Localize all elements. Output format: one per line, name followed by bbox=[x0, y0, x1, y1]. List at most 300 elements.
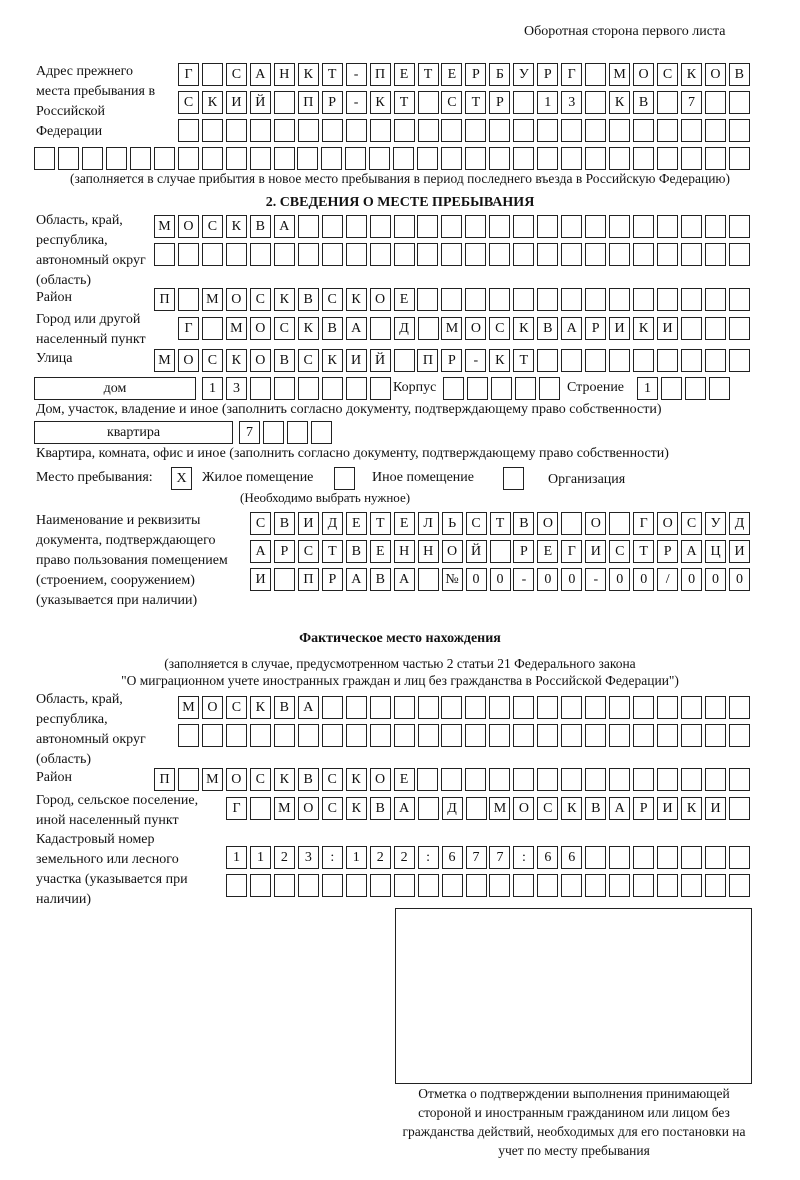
char-cell[interactable] bbox=[465, 288, 486, 311]
char-cell[interactable] bbox=[322, 215, 343, 238]
char-cell[interactable] bbox=[705, 288, 726, 311]
char-cell[interactable]: П bbox=[154, 768, 175, 791]
char-cell[interactable] bbox=[226, 243, 247, 266]
char-cell[interactable]: С bbox=[489, 317, 510, 340]
char-cell[interactable]: 1 bbox=[346, 846, 367, 869]
char-cell[interactable]: И bbox=[657, 317, 678, 340]
char-cell[interactable] bbox=[226, 874, 247, 897]
char-cell[interactable]: К bbox=[226, 349, 247, 372]
char-cell[interactable]: С bbox=[178, 91, 199, 114]
char-cell[interactable] bbox=[537, 696, 558, 719]
char-cell[interactable] bbox=[709, 377, 730, 400]
char-cell[interactable] bbox=[537, 288, 558, 311]
char-cell[interactable]: И bbox=[729, 540, 750, 563]
char-cell[interactable]: П bbox=[298, 91, 319, 114]
char-cell[interactable] bbox=[513, 724, 534, 747]
char-cell[interactable]: / bbox=[657, 568, 678, 591]
char-cell[interactable] bbox=[489, 768, 510, 791]
char-cell[interactable]: М bbox=[154, 215, 175, 238]
char-cell[interactable]: Л bbox=[418, 512, 439, 535]
char-cell[interactable] bbox=[418, 874, 439, 897]
char-cell[interactable]: К bbox=[274, 768, 295, 791]
char-cell[interactable] bbox=[465, 696, 486, 719]
char-cell[interactable]: Г bbox=[561, 63, 582, 86]
char-cell[interactable]: В bbox=[274, 349, 295, 372]
char-cell[interactable] bbox=[441, 119, 462, 142]
char-cell[interactable] bbox=[657, 724, 678, 747]
char-cell[interactable]: О bbox=[370, 288, 391, 311]
char-cell[interactable]: 7 bbox=[239, 421, 260, 444]
char-cell[interactable] bbox=[537, 349, 558, 372]
char-cell[interactable]: О bbox=[250, 349, 271, 372]
char-cell[interactable]: В bbox=[250, 215, 271, 238]
char-cell[interactable] bbox=[370, 119, 391, 142]
char-cell[interactable] bbox=[490, 540, 511, 563]
char-cell[interactable]: Е bbox=[537, 540, 558, 563]
char-cell[interactable]: К bbox=[489, 349, 510, 372]
char-cell[interactable]: В bbox=[633, 91, 654, 114]
char-cell[interactable] bbox=[466, 797, 487, 820]
char-cell[interactable] bbox=[729, 243, 750, 266]
char-cell[interactable]: А bbox=[250, 63, 271, 86]
char-cell[interactable] bbox=[585, 768, 606, 791]
char-cell[interactable] bbox=[609, 724, 630, 747]
char-cell[interactable] bbox=[394, 215, 415, 238]
char-cell[interactable] bbox=[489, 119, 510, 142]
char-cell[interactable] bbox=[681, 147, 702, 170]
char-cell[interactable] bbox=[681, 317, 702, 340]
char-cell[interactable]: Е bbox=[394, 512, 415, 535]
char-cell[interactable] bbox=[585, 243, 606, 266]
char-cell[interactable]: О bbox=[298, 797, 319, 820]
char-cell[interactable]: Р bbox=[274, 540, 295, 563]
char-cell[interactable] bbox=[585, 846, 606, 869]
char-cell[interactable] bbox=[418, 317, 439, 340]
char-cell[interactable] bbox=[346, 119, 367, 142]
char-cell[interactable] bbox=[609, 215, 630, 238]
char-cell[interactable]: С bbox=[537, 797, 558, 820]
char-cell[interactable] bbox=[298, 724, 319, 747]
char-cell[interactable]: Д bbox=[442, 797, 463, 820]
char-cell[interactable]: Е bbox=[394, 768, 415, 791]
char-cell[interactable] bbox=[515, 377, 536, 400]
char-cell[interactable]: Г bbox=[226, 797, 247, 820]
char-cell[interactable]: Й bbox=[466, 540, 487, 563]
char-cell[interactable] bbox=[609, 768, 630, 791]
char-cell[interactable] bbox=[274, 724, 295, 747]
char-cell[interactable]: 6 bbox=[561, 846, 582, 869]
char-cell[interactable] bbox=[705, 243, 726, 266]
char-cell[interactable] bbox=[513, 91, 534, 114]
char-cell[interactable] bbox=[417, 243, 438, 266]
char-cell[interactable] bbox=[729, 91, 750, 114]
char-cell[interactable] bbox=[106, 147, 127, 170]
char-cell[interactable] bbox=[537, 768, 558, 791]
char-cell[interactable] bbox=[370, 724, 391, 747]
char-cell[interactable] bbox=[274, 91, 295, 114]
char-cell[interactable] bbox=[729, 874, 750, 897]
char-cell[interactable]: К bbox=[322, 349, 343, 372]
char-cell[interactable]: Р bbox=[489, 91, 510, 114]
checkbox-residential[interactable]: X bbox=[171, 467, 192, 490]
char-cell[interactable]: - bbox=[465, 349, 486, 372]
char-cell[interactable]: Г bbox=[561, 540, 582, 563]
char-cell[interactable] bbox=[489, 147, 510, 170]
char-cell[interactable] bbox=[418, 797, 439, 820]
char-cell[interactable]: О bbox=[465, 317, 486, 340]
char-cell[interactable]: 3 bbox=[561, 91, 582, 114]
char-cell[interactable] bbox=[346, 696, 367, 719]
char-cell[interactable] bbox=[681, 119, 702, 142]
char-cell[interactable] bbox=[250, 797, 271, 820]
char-cell[interactable] bbox=[274, 243, 295, 266]
char-cell[interactable]: С bbox=[226, 63, 247, 86]
char-cell[interactable]: Й bbox=[370, 349, 391, 372]
char-cell[interactable]: Д bbox=[729, 512, 750, 535]
char-cell[interactable]: М bbox=[489, 797, 510, 820]
char-cell[interactable] bbox=[513, 288, 534, 311]
char-cell[interactable] bbox=[633, 696, 654, 719]
char-cell[interactable] bbox=[681, 288, 702, 311]
char-cell[interactable] bbox=[585, 696, 606, 719]
char-cell[interactable]: К bbox=[681, 63, 702, 86]
char-cell[interactable]: С bbox=[441, 91, 462, 114]
char-cell[interactable]: К bbox=[274, 288, 295, 311]
char-cell[interactable] bbox=[178, 147, 199, 170]
char-cell[interactable] bbox=[441, 288, 462, 311]
char-cell[interactable] bbox=[729, 768, 750, 791]
char-cell[interactable] bbox=[202, 317, 223, 340]
char-cell[interactable] bbox=[274, 568, 295, 591]
char-cell[interactable] bbox=[322, 377, 343, 400]
char-cell[interactable]: А bbox=[274, 215, 295, 238]
char-cell[interactable]: № bbox=[442, 568, 463, 591]
char-cell[interactable]: Р bbox=[322, 91, 343, 114]
char-cell[interactable] bbox=[82, 147, 103, 170]
char-cell[interactable]: О bbox=[537, 512, 558, 535]
char-cell[interactable]: О bbox=[442, 540, 463, 563]
char-cell[interactable] bbox=[705, 147, 726, 170]
char-cell[interactable]: С bbox=[322, 288, 343, 311]
char-cell[interactable]: У bbox=[513, 63, 534, 86]
char-cell[interactable]: С bbox=[298, 540, 319, 563]
char-cell[interactable] bbox=[705, 317, 726, 340]
char-cell[interactable] bbox=[585, 349, 606, 372]
char-cell[interactable] bbox=[729, 724, 750, 747]
char-cell[interactable] bbox=[441, 147, 462, 170]
char-cell[interactable] bbox=[657, 91, 678, 114]
char-cell[interactable] bbox=[322, 874, 343, 897]
char-cell[interactable]: А bbox=[561, 317, 582, 340]
char-cell[interactable] bbox=[561, 696, 582, 719]
char-cell[interactable]: В bbox=[370, 797, 391, 820]
char-cell[interactable]: 0 bbox=[633, 568, 654, 591]
char-cell[interactable] bbox=[298, 215, 319, 238]
char-cell[interactable]: 6 bbox=[442, 846, 463, 869]
char-cell[interactable] bbox=[681, 243, 702, 266]
char-cell[interactable]: О bbox=[633, 63, 654, 86]
char-cell[interactable] bbox=[298, 119, 319, 142]
char-cell[interactable]: О bbox=[226, 288, 247, 311]
char-cell[interactable] bbox=[561, 288, 582, 311]
char-cell[interactable]: М bbox=[178, 696, 199, 719]
char-cell[interactable] bbox=[178, 243, 199, 266]
char-cell[interactable]: А bbox=[609, 797, 630, 820]
char-cell[interactable] bbox=[513, 119, 534, 142]
char-cell[interactable] bbox=[441, 243, 462, 266]
char-cell[interactable] bbox=[298, 377, 319, 400]
char-cell[interactable] bbox=[729, 147, 750, 170]
char-cell[interactable] bbox=[537, 147, 558, 170]
char-cell[interactable]: К bbox=[633, 317, 654, 340]
char-cell[interactable] bbox=[311, 421, 332, 444]
char-cell[interactable]: Е bbox=[346, 512, 367, 535]
char-cell[interactable] bbox=[321, 147, 342, 170]
char-cell[interactable] bbox=[394, 243, 415, 266]
char-cell[interactable] bbox=[633, 215, 654, 238]
char-cell[interactable]: - bbox=[346, 63, 367, 86]
char-cell[interactable] bbox=[394, 874, 415, 897]
char-cell[interactable]: : bbox=[322, 846, 343, 869]
char-cell[interactable] bbox=[130, 147, 151, 170]
char-cell[interactable]: 7 bbox=[466, 846, 487, 869]
char-cell[interactable] bbox=[297, 147, 318, 170]
char-cell[interactable]: Д bbox=[322, 512, 343, 535]
char-cell[interactable]: В bbox=[298, 768, 319, 791]
char-cell[interactable]: А bbox=[346, 568, 367, 591]
char-cell[interactable]: 1 bbox=[226, 846, 247, 869]
char-cell[interactable] bbox=[274, 377, 295, 400]
char-cell[interactable]: 1 bbox=[202, 377, 223, 400]
char-cell[interactable] bbox=[537, 119, 558, 142]
char-cell[interactable] bbox=[585, 147, 606, 170]
char-cell[interactable] bbox=[274, 147, 295, 170]
char-cell[interactable]: И bbox=[250, 568, 271, 591]
char-cell[interactable] bbox=[561, 215, 582, 238]
char-cell[interactable]: П bbox=[417, 349, 438, 372]
char-cell[interactable] bbox=[561, 512, 582, 535]
char-cell[interactable]: 0 bbox=[729, 568, 750, 591]
char-cell[interactable] bbox=[537, 243, 558, 266]
char-cell[interactable]: И bbox=[705, 797, 726, 820]
char-cell[interactable]: С bbox=[322, 797, 343, 820]
char-cell[interactable] bbox=[322, 119, 343, 142]
char-cell[interactable]: С bbox=[681, 512, 702, 535]
char-cell[interactable]: М bbox=[226, 317, 247, 340]
char-cell[interactable] bbox=[489, 288, 510, 311]
char-cell[interactable] bbox=[322, 724, 343, 747]
char-cell[interactable] bbox=[394, 119, 415, 142]
char-cell[interactable]: М bbox=[154, 349, 175, 372]
char-cell[interactable] bbox=[154, 147, 175, 170]
char-cell[interactable] bbox=[154, 243, 175, 266]
char-cell[interactable]: О bbox=[370, 768, 391, 791]
char-cell[interactable]: П bbox=[154, 288, 175, 311]
char-cell[interactable]: 0 bbox=[561, 568, 582, 591]
char-cell[interactable] bbox=[346, 724, 367, 747]
char-cell[interactable] bbox=[609, 874, 630, 897]
char-cell[interactable] bbox=[417, 288, 438, 311]
char-cell[interactable] bbox=[465, 243, 486, 266]
char-cell[interactable] bbox=[585, 119, 606, 142]
char-cell[interactable] bbox=[202, 724, 223, 747]
char-cell[interactable] bbox=[369, 147, 390, 170]
char-cell[interactable] bbox=[178, 768, 199, 791]
char-cell[interactable] bbox=[561, 724, 582, 747]
char-cell[interactable]: Е bbox=[441, 63, 462, 86]
char-cell[interactable] bbox=[585, 288, 606, 311]
char-cell[interactable]: 1 bbox=[537, 91, 558, 114]
char-cell[interactable] bbox=[418, 119, 439, 142]
char-cell[interactable]: К bbox=[298, 63, 319, 86]
char-cell[interactable]: 7 bbox=[681, 91, 702, 114]
char-cell[interactable] bbox=[681, 846, 702, 869]
char-cell[interactable]: Р bbox=[322, 568, 343, 591]
char-cell[interactable]: - bbox=[346, 91, 367, 114]
char-cell[interactable] bbox=[250, 147, 271, 170]
char-cell[interactable]: Е bbox=[370, 540, 391, 563]
char-cell[interactable]: Р bbox=[513, 540, 534, 563]
char-cell[interactable] bbox=[657, 696, 678, 719]
char-cell[interactable]: Т bbox=[490, 512, 511, 535]
char-cell[interactable]: И bbox=[657, 797, 678, 820]
char-cell[interactable]: К bbox=[346, 288, 367, 311]
char-cell[interactable]: К bbox=[681, 797, 702, 820]
char-cell[interactable]: А bbox=[394, 568, 415, 591]
char-cell[interactable] bbox=[513, 874, 534, 897]
char-cell[interactable]: Е bbox=[394, 288, 415, 311]
char-cell[interactable]: С bbox=[466, 512, 487, 535]
char-cell[interactable] bbox=[58, 147, 79, 170]
char-cell[interactable] bbox=[705, 724, 726, 747]
char-cell[interactable]: М bbox=[609, 63, 630, 86]
char-cell[interactable] bbox=[685, 377, 706, 400]
char-cell[interactable] bbox=[633, 768, 654, 791]
char-cell[interactable] bbox=[537, 215, 558, 238]
char-cell[interactable] bbox=[705, 349, 726, 372]
char-cell[interactable]: М bbox=[441, 317, 462, 340]
char-cell[interactable] bbox=[585, 724, 606, 747]
char-cell[interactable] bbox=[202, 63, 223, 86]
char-cell[interactable]: О bbox=[585, 512, 606, 535]
char-cell[interactable] bbox=[633, 147, 654, 170]
char-cell[interactable] bbox=[681, 696, 702, 719]
char-cell[interactable]: С bbox=[226, 696, 247, 719]
char-cell[interactable] bbox=[729, 797, 750, 820]
char-cell[interactable] bbox=[609, 288, 630, 311]
char-cell[interactable] bbox=[370, 317, 391, 340]
char-cell[interactable] bbox=[513, 243, 534, 266]
char-cell[interactable] bbox=[609, 119, 630, 142]
char-cell[interactable]: 3 bbox=[298, 846, 319, 869]
char-cell[interactable] bbox=[633, 288, 654, 311]
char-cell[interactable]: 2 bbox=[370, 846, 391, 869]
char-cell[interactable]: 2 bbox=[274, 846, 295, 869]
char-cell[interactable] bbox=[274, 119, 295, 142]
char-cell[interactable] bbox=[585, 63, 606, 86]
char-cell[interactable]: 2 bbox=[394, 846, 415, 869]
char-cell[interactable] bbox=[34, 147, 55, 170]
char-cell[interactable]: Т bbox=[322, 540, 343, 563]
char-cell[interactable] bbox=[489, 243, 510, 266]
char-cell[interactable] bbox=[657, 215, 678, 238]
char-cell[interactable]: К bbox=[202, 91, 223, 114]
char-cell[interactable] bbox=[263, 421, 284, 444]
char-cell[interactable] bbox=[561, 243, 582, 266]
char-cell[interactable] bbox=[657, 768, 678, 791]
char-cell[interactable] bbox=[633, 724, 654, 747]
char-cell[interactable]: А bbox=[346, 317, 367, 340]
char-cell[interactable] bbox=[418, 724, 439, 747]
char-cell[interactable] bbox=[394, 724, 415, 747]
char-cell[interactable] bbox=[561, 768, 582, 791]
char-cell[interactable] bbox=[661, 377, 682, 400]
char-cell[interactable] bbox=[226, 119, 247, 142]
char-cell[interactable]: В bbox=[274, 696, 295, 719]
char-cell[interactable] bbox=[274, 874, 295, 897]
char-cell[interactable]: М bbox=[202, 288, 223, 311]
char-cell[interactable]: И bbox=[226, 91, 247, 114]
char-cell[interactable] bbox=[585, 91, 606, 114]
char-cell[interactable] bbox=[513, 768, 534, 791]
char-cell[interactable]: К bbox=[370, 91, 391, 114]
char-cell[interactable] bbox=[657, 243, 678, 266]
char-cell[interactable] bbox=[346, 874, 367, 897]
char-cell[interactable] bbox=[417, 768, 438, 791]
char-cell[interactable] bbox=[657, 846, 678, 869]
char-cell[interactable] bbox=[609, 147, 630, 170]
char-cell[interactable] bbox=[657, 147, 678, 170]
char-cell[interactable]: Е bbox=[394, 63, 415, 86]
char-cell[interactable] bbox=[441, 768, 462, 791]
char-cell[interactable] bbox=[298, 874, 319, 897]
char-cell[interactable] bbox=[489, 874, 510, 897]
char-cell[interactable] bbox=[681, 724, 702, 747]
char-cell[interactable]: Б bbox=[489, 63, 510, 86]
char-cell[interactable]: Н bbox=[418, 540, 439, 563]
char-cell[interactable]: О bbox=[202, 696, 223, 719]
char-cell[interactable]: Т bbox=[418, 63, 439, 86]
char-cell[interactable] bbox=[465, 768, 486, 791]
char-cell[interactable] bbox=[561, 874, 582, 897]
char-cell[interactable]: 0 bbox=[537, 568, 558, 591]
char-cell[interactable] bbox=[250, 119, 271, 142]
char-cell[interactable] bbox=[466, 874, 487, 897]
char-cell[interactable] bbox=[226, 147, 247, 170]
char-cell[interactable] bbox=[394, 349, 415, 372]
char-cell[interactable] bbox=[443, 377, 464, 400]
char-cell[interactable]: 0 bbox=[466, 568, 487, 591]
char-cell[interactable] bbox=[226, 724, 247, 747]
char-cell[interactable]: К bbox=[561, 797, 582, 820]
char-cell[interactable]: В bbox=[537, 317, 558, 340]
char-cell[interactable]: В bbox=[322, 317, 343, 340]
char-cell[interactable] bbox=[609, 696, 630, 719]
char-cell[interactable] bbox=[202, 147, 223, 170]
char-cell[interactable]: Т bbox=[394, 91, 415, 114]
char-cell[interactable] bbox=[298, 243, 319, 266]
char-cell[interactable] bbox=[705, 874, 726, 897]
char-cell[interactable] bbox=[393, 147, 414, 170]
char-cell[interactable] bbox=[322, 243, 343, 266]
char-cell[interactable] bbox=[250, 377, 271, 400]
char-cell[interactable]: В bbox=[513, 512, 534, 535]
char-cell[interactable]: 0 bbox=[681, 568, 702, 591]
char-cell[interactable]: К bbox=[226, 215, 247, 238]
char-cell[interactable] bbox=[202, 243, 223, 266]
char-cell[interactable] bbox=[370, 243, 391, 266]
char-cell[interactable]: О bbox=[705, 63, 726, 86]
